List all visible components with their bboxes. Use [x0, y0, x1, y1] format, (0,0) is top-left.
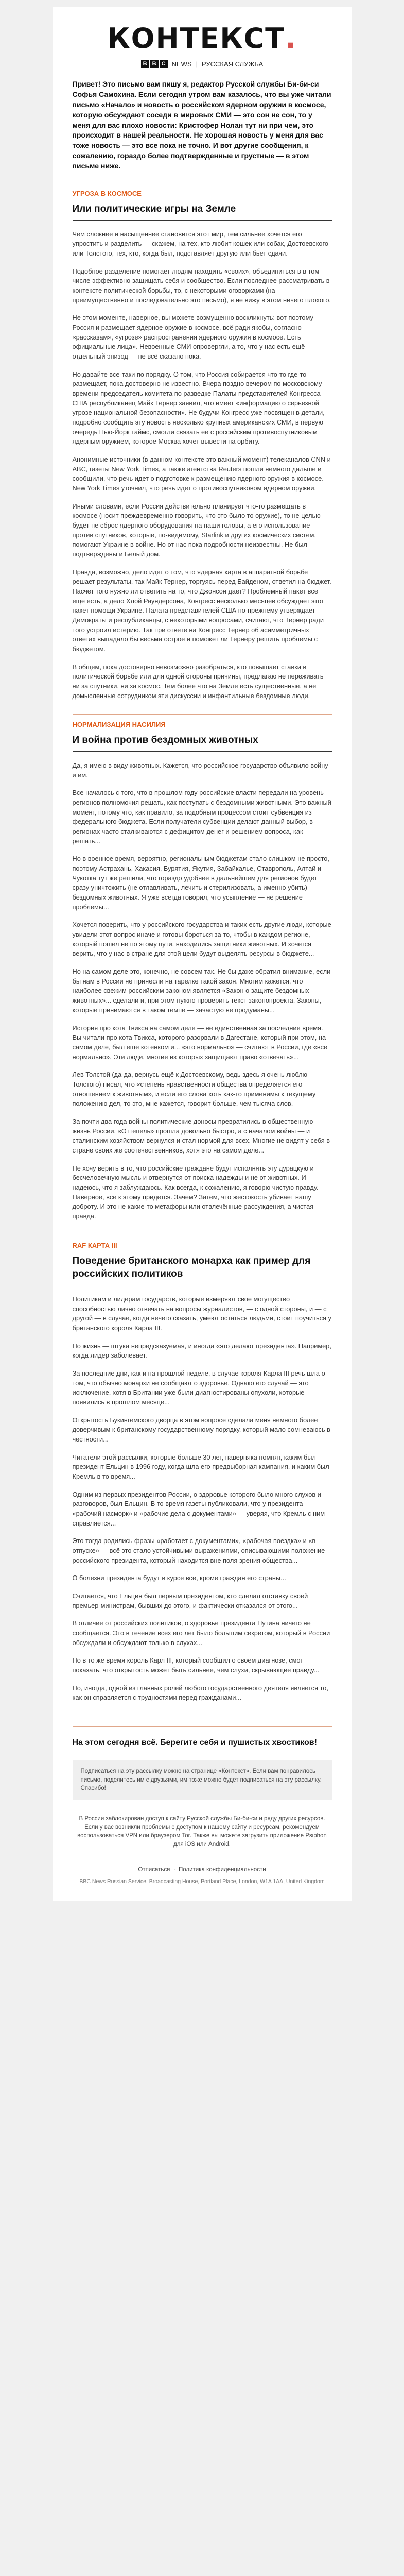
- privacy-link[interactable]: Политика конфиденциальности: [178, 1866, 266, 1873]
- section-paragraph: Но в то же время король Карл III, который сообщил о своем диагнозе, смог показать, что открытость может быть сильнее, чем слухи, скрывающие правду...: [72, 1656, 320, 1674]
- section-paragraph: Лев Толстой (да-да, вернусь ещё к Достоевскому, ведь здесь я очень люблю Толстого) писал, что «степень нравственности общества определяется его отношением к животным», и если его слова хоть как-то применимы к текущему положению дел, то это, мне кажется, говорит больше, чем тысяча слов.: [72, 1071, 316, 1108]
- section-paragraph: Да, я имею в виду животных. Кажется, что российское государство объявило войну и им.: [72, 761, 328, 779]
- spacer: [53, 1800, 352, 1809]
- intro-text: Привет! Это письмо вам пишу я, редактор Русской службы Би-би-си Софья Самохина. Если сегодня утром вам казалось, что вы уже читали письмо «Начало» и новость о российском ядерном оружии в космосе, которую обсуждают соседи в мировых СМИ — это сон не сон, то у меня для вас плохо новости: Кристофер Нолан тут ни при чем, это происходит в нашей реальности. Не хорошая новость у меня для вас тоже новость — это все пока не точно. И вот другие сообщения, к сожалению, гораздо более подтвержденные и грустные — в этом письме ниже.: [72, 80, 331, 170]
- section-paragraph: В отличие от российских политиков, о здоровье президента Путина ничего не сообщается. Это в течение всех его лет было большим секретом, который в России обсуждали и обсуждают только в слухах...: [72, 1619, 330, 1647]
- article-section: [73, 183, 332, 715]
- section-paragraph: Хочется поверить, что у российского государства и таких есть другие люди, которые увидели этот вопрос иначе и готовы бороться за то, чтобы в каждом регионе, который пошел не по этому пути, находились защитники животных. И хочется верить, что у нас в стране для этой цели будут выделять ресурсы в бюджете...: [72, 921, 331, 958]
- section-paragraph: Но давайте все-таки по порядку. О том, что Россия собирается что-то где-то размещает, пока достоверно не известно. Вчера поздно вечером по московскому времени председатель комитета по разведке Палаты представителей Конгресса США республиканец Майк Тернер заявил, что имеет «информацию о серьезной угрозе национальной безопасности». Не будучи Конгресс уже посвящен в детали, подробно сообщить эту новость несколько крупных американских СМИ, в первую очередь Нью-Йорк таймс, смогли связать ее с российским противоспутниковым ядерным оружием, которое Москва хочет вывести на орбиту.: [72, 370, 325, 446]
- section-paragraph: Но, иногда, одной из главных ролей любого государственного деятеля является то, как он справляется с трудностями перед гражданами...: [72, 1684, 328, 1702]
- bbc-branding: [63, 60, 341, 68]
- section-paragraph: Читатели этой рассылки, которые больше 30 лет, наверняка помнят, каким был президент Ельцин в 1996 году, когда шла его предвыборная кампания, и каким был Кремль в то время...: [72, 1453, 329, 1480]
- section-paragraph: История про кота Твикса на самом деле — не единственная за последние время. Вы читали про кота Твикса, которого разорвали в Дагестане, который при этом, на самом деле, был еще котенком и... «это нормально» — считают в России, где «все нормально». Эти люди, многие из которых защищают право «отвечать»...: [72, 1024, 328, 1061]
- section-paragraph: Иными словами, если Россия действительно планирует что-то размещать в космосе (носит преждевременно говорить, что это было то оружие), то не целью будет не сброс ядерного оборудования на наши головы, а его использование против спутников, которые, по-видимому, Starlink и других космических систем, помогают Украине в войне. Но от нас пока подробности неизвестны. Не был подтверждены и Белый дом.: [72, 502, 321, 558]
- promo-text: Подписаться на эту рассылку можно на странице «Контекст». Если вам понравилось письмо, поделитесь им с друзьями, им тоже можно будет подписаться на эту рассылку. Спасибо!: [80, 1768, 322, 1792]
- section-paragraph: За почти два года войны политические доносы превратились в общественную жизнь России. «Оттепель» прошла довольно быстро, а с началом войны — и сталинским хозяйством вернулся и стал нормой для всех. Многие не видят у себя в стране своих же соотечественников, хотя это на самом деле...: [72, 1117, 330, 1154]
- section-paragraph: Считается, что Ельцин был первым президентом, кто сделал отставку своей премьер-министрам, бывших до этого, и фактически отказался от этого...: [72, 1592, 308, 1609]
- section-paragraph: Политикам и лидерам государств, которые измеряют свое могущество способностью лично отвечать на вопросы журналистов, — с одной стороны, и — с другой — в случае, когда нечего сказать, умеют остаться людьми, стоит поучиться у британского короля Карла III.: [72, 1295, 331, 1332]
- email-container: [53, 7, 352, 1901]
- section-kicker: УГРОЗА В КОСМОСЕ: [72, 189, 142, 197]
- section-kicker: RAF КАРТА III: [72, 1241, 117, 1249]
- section-gap: [73, 1230, 332, 1235]
- service-label: РУССКАЯ СЛУЖБА: [202, 60, 264, 68]
- bbc-letter-b2: B: [150, 60, 159, 68]
- section-paragraph: Не этом моменте, наверное, вы можете возмущенно воскликнуть: вот поэтому Россия и размещает ядерное оружие в космосе, всё ради якобы, согласно «рассказам», «угрозе» распространения ядерного оружия в космосе. Есть официальные лица». Невоенные СМИ опровергли, а то, что у нас есть ещё отдельный эпизод — не всё сказано пока.: [72, 314, 313, 360]
- section-kicker: НОРМАЛИЗАЦИЯ НАСИЛИЯ: [72, 721, 166, 729]
- section-paragraph: Но жизнь — штука непредсказуемая, и иногда «это делают президента». Например, когда лидер заболевает.: [72, 1342, 331, 1360]
- section-paragraph: Правда, возможно, дело идет о том, что ядерная карта в аппаратной борьбе решает результаты, так Майк Тернер, торгуясь перед Байденом, ответил на бюджет. Насчет того нужно ли ответить на то, что Джонсон дает? Проблемный пакет все еще есть, а дело Хлой Раундерсона, Конгресс несколько месяцев обсуждает этот пакет помощи Украине. Палата представителей США по-прежнему утверждает — Демократы и республиканцы, с некоторыми вопросами, считают, что Тернер ради того устроил истерию. Так при ответе на Конгресс Тернер об асимметричных ответах выпадало бы весьма острое и поможет ли Тернеру решить проблемы с бюджетом.: [72, 568, 331, 653]
- logo-text: КОНТЕКСТ: [107, 22, 286, 55]
- section-paragraph: Открытость Букингемского дворца в этом вопросе сделала меня немного более доверчивым к британскому государственному порядку, который мало сомневаюсь в честности...: [72, 1416, 330, 1443]
- legal-text: В России заблокирован доступ к сайту Русской службы Би-би-си и ряду других ресурсов. Если у вас возникли проблемы с доступом к нашему сайту и ресурсам, рекомендуем воспользоваться VPN или браузером Tor. Также вы можете загрузить приложение Psiphon для iOS или Android.: [77, 1816, 327, 1848]
- news-label: NEWS: [171, 60, 192, 68]
- section-gap: [73, 709, 332, 714]
- section-headline: Или политические игры на Земле: [73, 202, 332, 221]
- section-headline: Поведение британского монарха как пример для российских политиков: [73, 1255, 332, 1285]
- newsletter-content: [53, 79, 352, 1721]
- section-paragraph: Все началось с того, что в прошлом году российские власти передали на уровень регионов полномочия решать, как поступать с бездомными животными. Это важный момент, потому что, как правило, за подобным процессом стоит субвенция из федерального бюджета. Если получатели субвенции делают данный выбор, в регионах часто сталкиваются с дефицитом денег и решением вопроса, как решать...: [72, 789, 331, 845]
- section-paragraph: За последние дни, как и на прошлой неделе, в случае короля Карла III речь шла о том, что обычно монархи не сообщают о здоровье. Однако его случай — это исключение, хотя в Британии уже были диагностированы опухоли, которые появились в прошлом месяце...: [72, 1369, 325, 1406]
- section-paragraph: Не хочу верить в то, что российские граждане будут исполнять эту дурацкую и бесчеловечную мысль и отвернутся от поиска надежды и не от животных. И надеюсь, что я заблуждаюсь. Как всегда, к сожалению, я говорю чистую правду. Наверное, все к этому придется. Зачем? Затем, что жестокость убивает нашу доброту. И это не какие-то метафоры или отвлечённые рассуждения, а чистая правда.: [72, 1164, 319, 1220]
- newsletter-logo: [63, 22, 341, 55]
- outro-message: На этом сегодня всё. Берегите себя и пушистых хвостиков!: [73, 1726, 332, 1760]
- section-headline: И война против бездомных животных: [73, 734, 332, 752]
- legal-notice: [73, 1809, 332, 1861]
- section-paragraph: В общем, пока достоверно невозможно разобраться, кто повышает ставки в политической борьбе или для одной стороны причины, предлагаю не переживать ни за спутники, ни за космос. Тем более что на Земле есть существенные, а не домысленные сотрудником эти дискуссии и инфантильные бездомные люди.: [72, 663, 324, 700]
- section-divider: [73, 714, 332, 715]
- bbc-logo: [141, 60, 168, 68]
- section-paragraph: Но в военное время, вероятно, региональным бюджетам стало слишком не просто, поэтому Астрахань, Хакасия, Бурятия, Якутия, Забайкалье, Ставрополь, Алтай и Чукотка тут же решили, что гораздо удобнее в дальнейшем для регионов будет сразу уничтожить (не отлавливать, лечить и стерилизовать, а именно убить) бездомных животных. Я уже всегда говорил, что усыпление — не решение проблемы...: [72, 855, 329, 911]
- section-paragraph: Подобное разделение помогает людям находить «своих», объединиться в в том числе эффективно защищать себя и сообщество. Если последнее рассматривать в контексте политической борьбы, то, с некоторыми оговорками (на преимущественно и последовательно это письмо), я не вижу в этом ничего плохого.: [72, 267, 331, 304]
- section-paragraph: Одним из первых президентов России, о здоровье которого было много слухов и разговоров, был Ельцин. В то время газеты публиковали, что у президента «рабочий насморк» и «рабочие дела с документами» — уверяя, что Кремль с ним справляется...: [72, 1490, 325, 1527]
- footer-links: Отписаться · Политика конфиденциальности: [138, 1866, 266, 1873]
- section-paragraph: О болезни президента будут в курсе все, кроме граждан его страны...: [72, 1574, 286, 1582]
- brand-separator: |: [196, 60, 198, 68]
- masthead: [53, 7, 352, 77]
- article-section: [73, 1235, 332, 1716]
- bbc-letter-b1: B: [141, 60, 149, 68]
- section-gap: [73, 1711, 332, 1716]
- section-paragraph: Чем сложнее и насыщеннее становится этот мир, тем сильнее хочется его упростить и разделить — скажем, на тех, кто любит кошек или собак, Достоевского или Толстого, тех, кто, когда был, подставляет другую или бьет сдачи.: [72, 230, 328, 257]
- intro-paragraph: [73, 79, 332, 172]
- bbc-letter-c: C: [160, 60, 168, 68]
- sections-container: [73, 183, 332, 1716]
- subscribe-promo: [73, 1760, 332, 1800]
- section-paragraph: Это тогда родились фразы «работает с документами», «рабочая поездка» и «в отпуске» — всё это стало устойчивыми выражениями, описывающими положение российского президента, который находится вне поля зрения общества...: [72, 1537, 325, 1564]
- section-paragraph: Но на самом деле это, конечно, не совсем так. Не бы даже обратил внимание, если бы нам в России не принесли на тарелке такой закон. Многим кажется, что наиболее свежим российским законом является «Закон о защите бездомных животных»... сделали и, при этом нужно проверить текст законопроекта. Законы, которые принимаются в таком темпе — зачастую не продуманы...: [72, 968, 331, 1014]
- logo-dot: .: [285, 22, 297, 55]
- unsubscribe-link[interactable]: Отписаться: [138, 1866, 170, 1873]
- article-section: [73, 714, 332, 1234]
- footer-address: BBC News Russian Service, Broadcasting House, Portland Place, London, W1A 1AA, United Kingdom: [79, 1878, 325, 1885]
- section-paragraph: Анонимные источники (в данном контексте это важный момент) телеканалов CNN и ABC, газеты New York Times, а также агентства Reuters пошли немного дальше и сообщили, что речь идет о подготовке к размещению ядерного оружия в космосе. New York Times уточнил, что речь идет о противоспутниковом ядерном оружии.: [72, 455, 331, 492]
